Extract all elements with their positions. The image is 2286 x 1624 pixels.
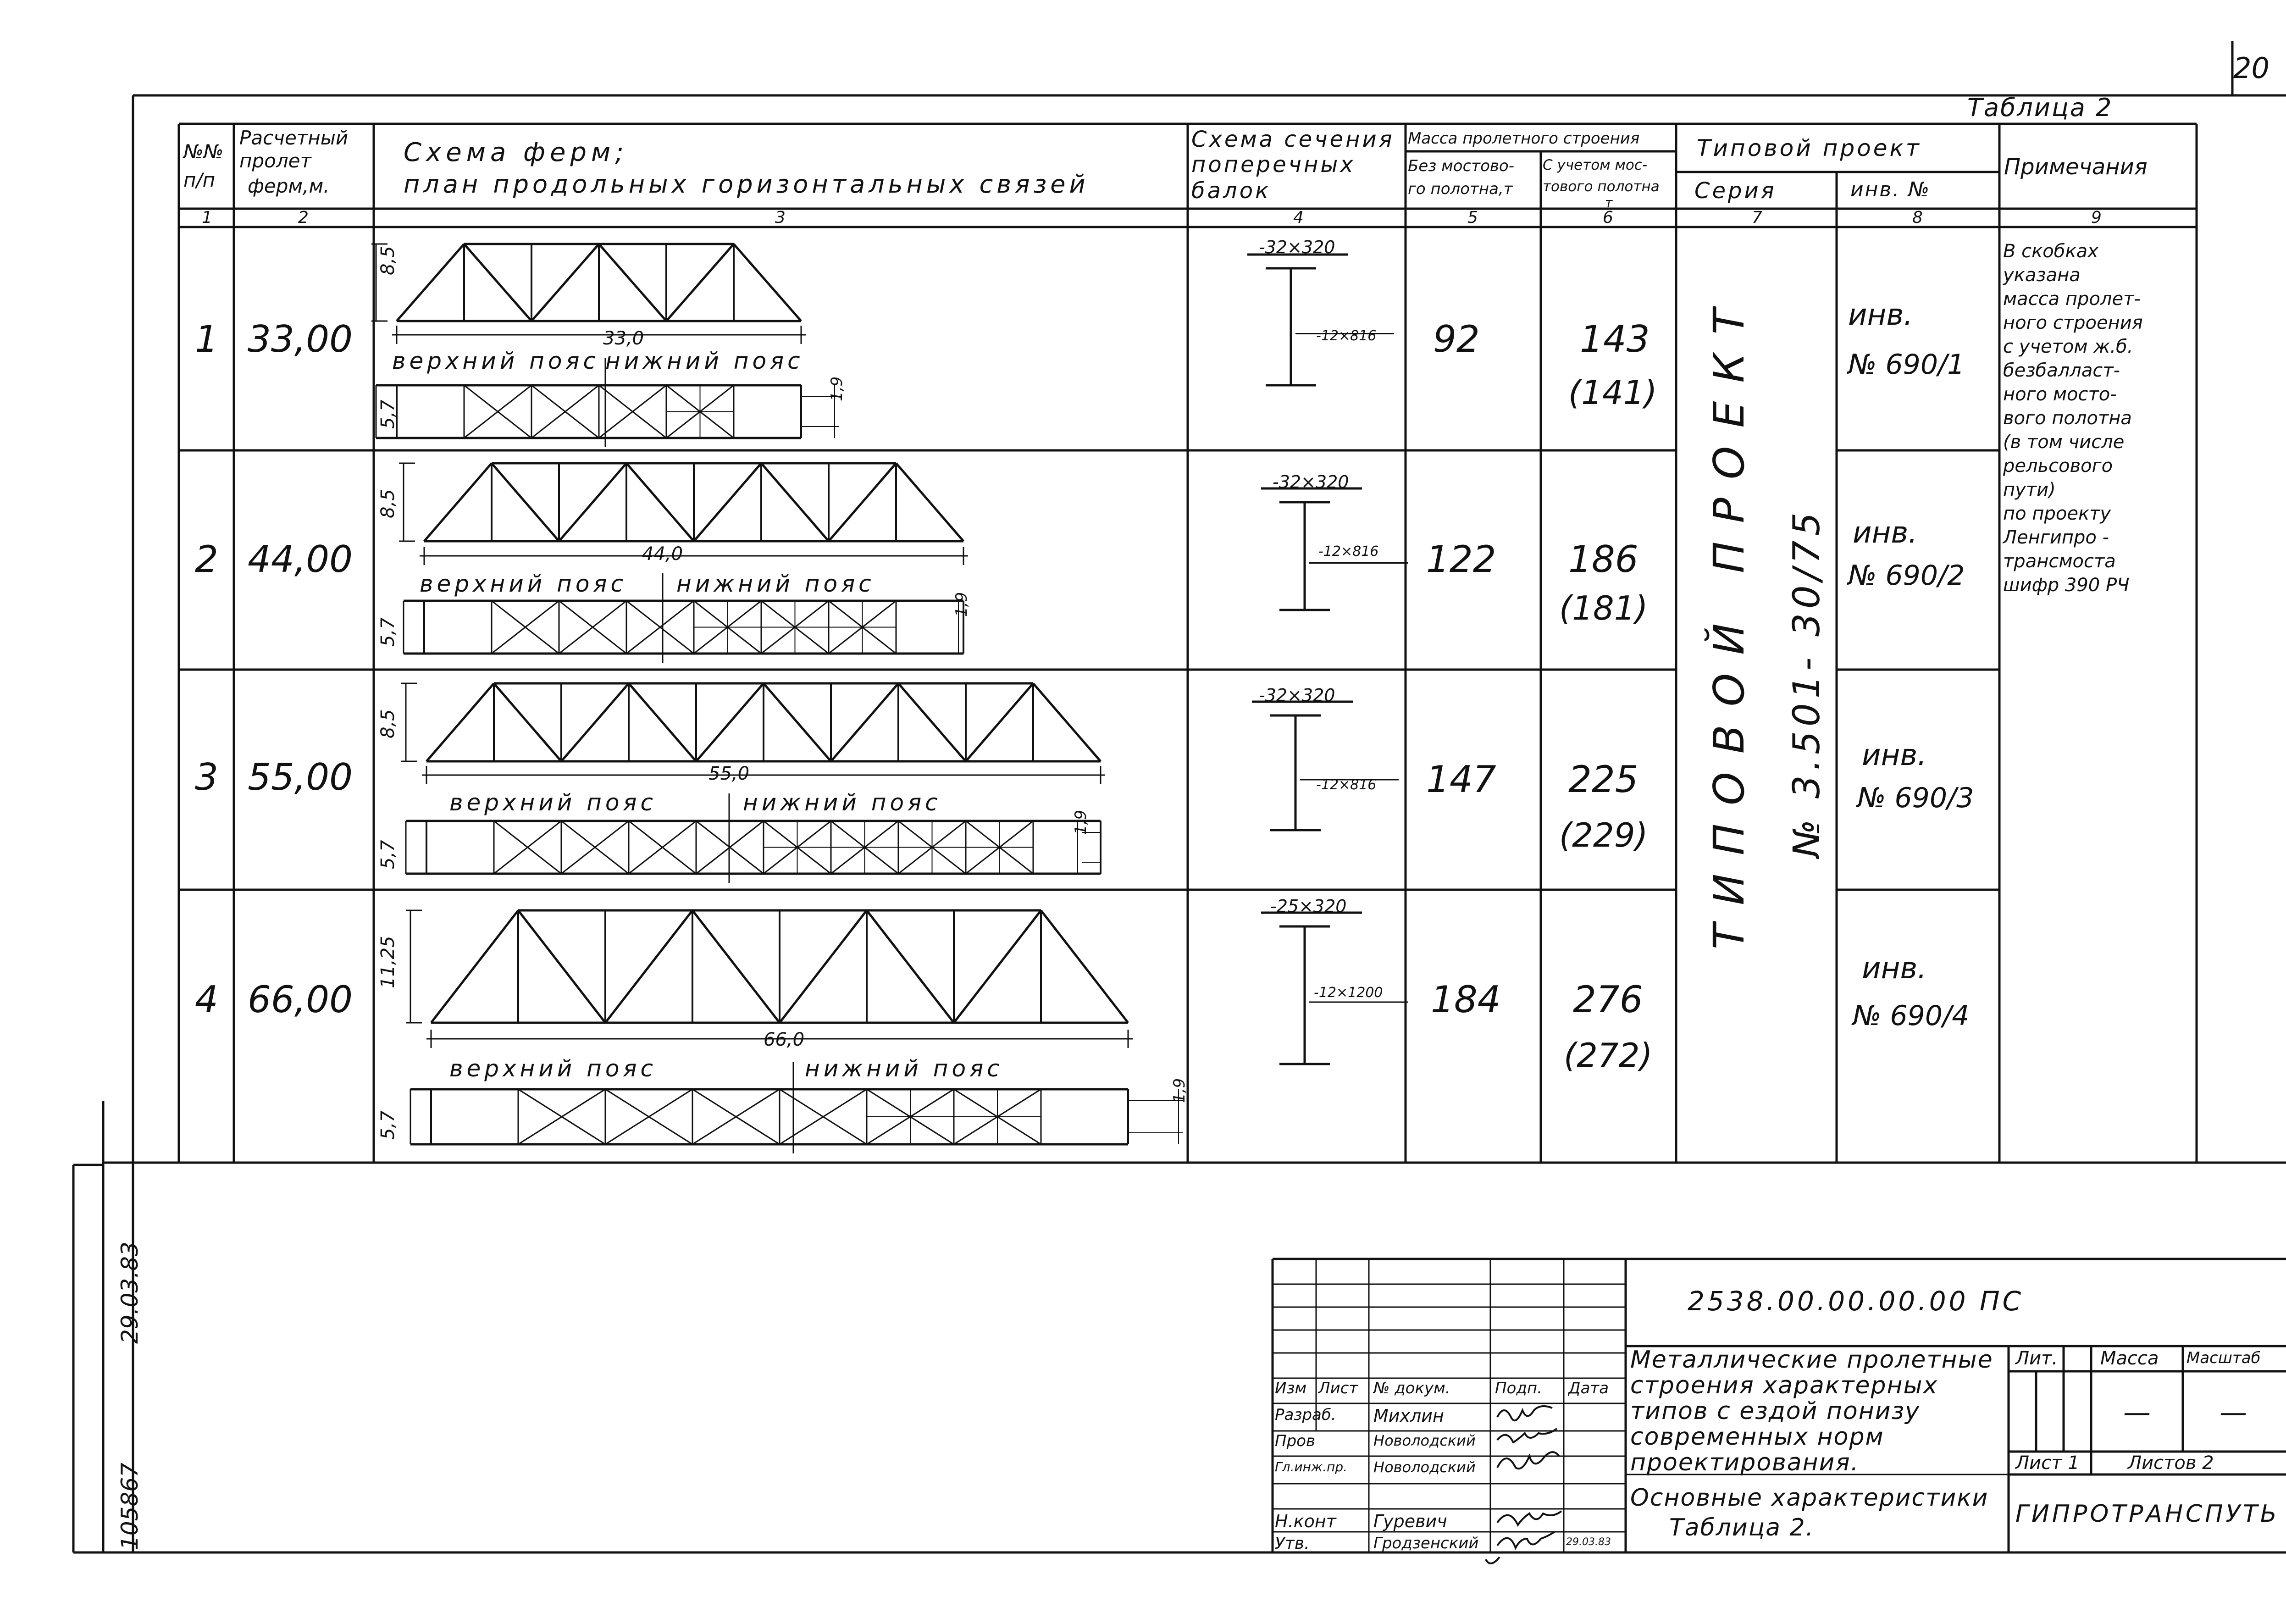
document-subtitle: Основные характеристики — [1630, 1484, 1989, 1512]
header-mass: Масса пролетного строения — [1408, 129, 1640, 148]
inventory-label: инв. — [1853, 516, 1918, 550]
title-line: типов с ездой понизу — [1630, 1397, 1920, 1425]
tb-date: 29.03.83 — [1566, 1536, 1611, 1548]
inventory-number: № 690/3 — [1857, 782, 1974, 814]
mass-with-ballastless-deck: (272) — [1564, 1036, 1653, 1075]
col-number: 7 — [1752, 208, 1762, 227]
belt-top-label: верхний пояс — [392, 348, 599, 374]
tb-scale-value: — — [2220, 1397, 2247, 1429]
header-col1: п/п — [183, 169, 216, 191]
plan-width: 5,7 — [377, 1110, 399, 1140]
tb-name: Гродзенский — [1373, 1534, 1479, 1552]
web-size: -12×816 — [1316, 777, 1377, 793]
header-col6: т — [1605, 195, 1613, 210]
mass-with-ballastless-deck: (141) — [1568, 373, 1657, 412]
belt-bottom-label: нижний пояс — [743, 789, 941, 816]
note-line: с учетом ж.б. — [2003, 336, 2133, 357]
header-col2: Расчетный — [239, 127, 349, 149]
tb-role: Утв. — [1275, 1534, 1310, 1553]
belt-bottom-label: нижний пояс — [605, 348, 804, 374]
belt-top-label: верхний пояс — [420, 571, 627, 597]
plan-offset: 1,9 — [952, 592, 971, 617]
header-col5: го полотна,т — [1408, 180, 1513, 198]
plan-width: 5,7 — [377, 399, 399, 429]
series-number: № 3.501- 30/75 — [1785, 508, 1828, 858]
header-col2: пролет — [239, 150, 311, 172]
belt-bottom-label: нижний пояс — [676, 571, 875, 597]
header-col7: Серия — [1694, 178, 1777, 204]
tb-name: Гуревич — [1373, 1511, 1447, 1531]
header-col4: Схема сечения — [1191, 127, 1395, 152]
truss-length: 55,0 — [708, 763, 750, 784]
side-inventory: 105867 — [116, 1463, 143, 1550]
tb-role: Гл.инж.пр. — [1275, 1459, 1348, 1474]
title-line: Металлические пролетные — [1630, 1346, 1993, 1374]
note-line: по проекту — [2003, 503, 2111, 524]
note-line: шифр 390 РЧ — [2003, 575, 2130, 596]
inventory-number: № 690/2 — [1848, 560, 1965, 592]
row-number: 4 — [195, 978, 218, 1021]
mass-without-deck: 147 — [1426, 758, 1496, 801]
col-number: 5 — [1467, 208, 1478, 227]
row-number: 2 — [195, 538, 218, 581]
note-line: масса пролет- — [2003, 288, 2141, 310]
header-col8: инв. № — [1850, 178, 1931, 201]
plan-width: 5,7 — [377, 617, 399, 647]
plan-width: 5,7 — [377, 840, 399, 869]
note-line: Ленгипро - — [2003, 527, 2109, 548]
truss-height: 8,5 — [377, 709, 399, 738]
note-line: ного строения — [2003, 312, 2143, 333]
col-number: 9 — [2091, 208, 2102, 227]
tb-col-head: Изм — [1275, 1379, 1307, 1397]
mass-with-deck: 225 — [1568, 758, 1638, 801]
tb-col-head: Лист — [1318, 1379, 1358, 1397]
title-line: современных норм — [1630, 1423, 1884, 1451]
title-line: строения характерных — [1630, 1372, 1938, 1399]
web-size: -12×816 — [1318, 543, 1379, 560]
truss-height: 8,5 — [377, 489, 399, 518]
inventory-label: инв. — [1848, 298, 1913, 332]
tb-sheets: Листов 2 — [2128, 1452, 2214, 1474]
tb-scale-label: Масштаб — [2186, 1349, 2261, 1367]
tb-col-head: Подп. — [1495, 1379, 1542, 1397]
note-line: рельсового — [2003, 455, 2113, 477]
row-number: 3 — [195, 756, 218, 798]
col-number: 1 — [202, 208, 212, 227]
tb-organization: ГИПРОТРАНСПУТЬ — [2015, 1500, 2280, 1528]
tb-role: Разраб. — [1275, 1406, 1336, 1424]
web-size: -12×816 — [1316, 328, 1377, 344]
note-line: трансмоста — [2003, 551, 2116, 572]
tb-col-head: Дата — [1568, 1379, 1609, 1397]
tb-col-head: № докум. — [1373, 1379, 1450, 1397]
header-col3: план продольных горизонтальных связей — [404, 170, 1089, 199]
note-line: В скобках — [2003, 241, 2098, 262]
tb-name: Новолодский — [1373, 1432, 1476, 1449]
tb-lit-label: Лит. — [2015, 1348, 2058, 1369]
col-number: 6 — [1603, 208, 1613, 227]
note-line: ного мосто- — [2003, 384, 2117, 405]
mass-with-deck: 186 — [1568, 538, 1638, 581]
span-value: 44,00 — [248, 538, 353, 581]
table-caption: Таблица 2 — [1967, 93, 2113, 122]
flange-size: -25×320 — [1270, 896, 1347, 916]
mass-without-deck: 184 — [1431, 978, 1501, 1021]
mass-with-deck: 276 — [1573, 978, 1643, 1021]
header-project: Типовой проект — [1697, 135, 1921, 161]
tb-role: Пров — [1275, 1432, 1315, 1450]
mass-with-deck: 143 — [1580, 318, 1650, 360]
belt-bottom-label: нижний пояс — [805, 1055, 1003, 1082]
belt-top-label: верхний пояс — [449, 1055, 657, 1082]
note-line: указана — [2003, 265, 2081, 286]
col-number: 4 — [1293, 208, 1304, 227]
plan-offset: 1,9 — [828, 376, 846, 401]
note-line: пути) — [2003, 479, 2056, 500]
header-col1: №№ — [183, 140, 224, 163]
flange-size: -32×320 — [1259, 237, 1335, 257]
flange-size: -32×320 — [1259, 685, 1335, 705]
document-subtitle: Таблица 2. — [1669, 1514, 1815, 1541]
mass-without-deck: 92 — [1433, 318, 1480, 360]
col-number: 2 — [298, 208, 309, 227]
header-col9: Примечания — [2004, 154, 2148, 180]
belt-top-label: верхний пояс — [449, 789, 657, 816]
web-size: -12×1200 — [1314, 985, 1383, 1001]
document-code: 2538.00.00.00.00 ПС — [1688, 1286, 2024, 1317]
tb-mass-value: — — [2123, 1397, 2151, 1429]
header-col5: Без мостово- — [1408, 157, 1514, 175]
note-line: безбалласт- — [2003, 360, 2120, 381]
inventory-number: № 690/4 — [1853, 1000, 1970, 1032]
truss-height: 8,5 — [377, 246, 399, 275]
series-title: ТИПОВОЙ ПРОЕКТ — [1705, 290, 1754, 949]
mass-with-ballastless-deck: (181) — [1559, 589, 1648, 627]
truss-length: 33,0 — [603, 328, 644, 349]
span-value: 55,00 — [248, 756, 353, 798]
side-date: 29.03.83 — [116, 1242, 143, 1344]
plan-offset: 1,9 — [1072, 809, 1090, 835]
tb-name: Новолодский — [1373, 1458, 1476, 1476]
header-col3: Схема ферм; — [404, 138, 629, 167]
header-col6: С учетом мос- — [1543, 157, 1648, 173]
tb-name: Михлин — [1373, 1406, 1444, 1426]
truss-length: 66,0 — [764, 1029, 805, 1050]
tb-sheet: Лист 1 — [2015, 1452, 2080, 1474]
row-number: 1 — [195, 318, 218, 360]
header-col4: балок — [1191, 178, 1271, 204]
header-col4: поперечных — [1191, 152, 1356, 177]
header-col2: ферм,м. — [248, 175, 330, 197]
tb-role: Н.конт — [1275, 1511, 1336, 1531]
note-line: (в том числе — [2003, 432, 2125, 453]
truss-length: 44,0 — [642, 543, 683, 565]
flange-size: -32×320 — [1273, 472, 1349, 492]
inventory-label: инв. — [1862, 952, 1927, 986]
mass-with-ballastless-deck: (229) — [1559, 816, 1648, 854]
inventory-label: инв. — [1862, 738, 1927, 772]
inventory-number: № 690/1 — [1848, 349, 1965, 381]
col-number: 8 — [1912, 208, 1923, 227]
tb-mass-label: Масса — [2100, 1348, 2159, 1369]
title-line: проектирования. — [1630, 1449, 1860, 1476]
mass-without-deck: 122 — [1426, 538, 1496, 581]
span-value: 33,00 — [248, 318, 353, 360]
sheet-number: 20 — [2233, 51, 2269, 85]
col-number: 3 — [775, 208, 786, 227]
plan-offset: 1,9 — [1170, 1078, 1189, 1103]
note-line: вого полотна — [2003, 408, 2132, 429]
span-value: 66,00 — [248, 978, 353, 1021]
header-col6: тового полотна — [1543, 178, 1660, 195]
truss-height: 11,25 — [377, 936, 399, 988]
